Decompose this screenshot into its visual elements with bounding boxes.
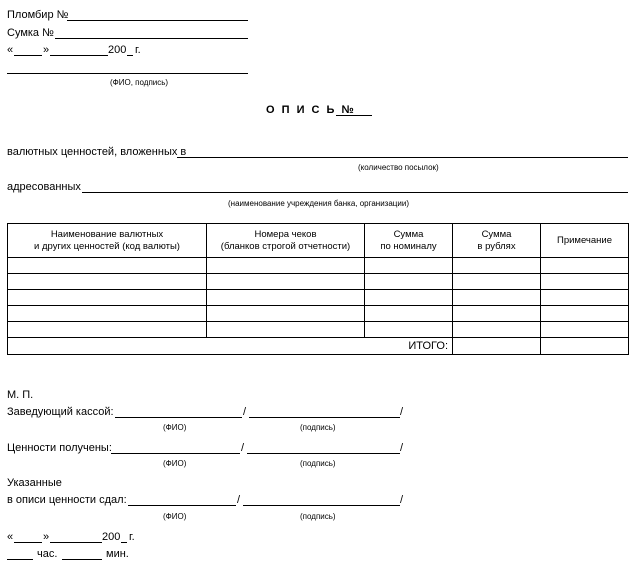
table-cell[interactable]	[207, 258, 365, 274]
footer-date-year: 200	[102, 531, 121, 543]
minutes-label: мин.	[106, 548, 129, 560]
cashier-signature-field[interactable]	[249, 417, 400, 418]
header-date-year-field[interactable]	[127, 55, 133, 56]
table-cell[interactable]	[8, 322, 207, 338]
total-label: ИТОГО:	[8, 338, 453, 355]
table-cell[interactable]	[453, 274, 541, 290]
cashier-fio-field[interactable]	[115, 417, 242, 418]
table-cell[interactable]	[453, 290, 541, 306]
table-cell[interactable]	[365, 322, 453, 338]
table-cell[interactable]	[8, 290, 207, 306]
table-row	[8, 274, 629, 290]
table-cell[interactable]	[207, 290, 365, 306]
header-date-suffix: г.	[135, 44, 141, 56]
column-header-valuables: Наименование валютных и других ценностей (код валюты)	[8, 224, 207, 258]
inventory-number-field[interactable]	[336, 115, 372, 116]
header-signature-field[interactable]	[7, 73, 248, 74]
values-count-field[interactable]	[177, 157, 628, 158]
header-signature-caption: (ФИО, подпись)	[110, 78, 169, 87]
addressed-field[interactable]	[82, 192, 628, 193]
values-label: валютных ценностей, вложенных в	[7, 146, 187, 158]
table-row	[8, 322, 629, 338]
received-slash: /	[241, 442, 245, 454]
handed-fio-field[interactable]	[128, 505, 236, 506]
column-header-note: Примечание	[541, 224, 629, 258]
cashier-slash: /	[243, 406, 247, 418]
handed-label-line1: Указанные	[7, 477, 62, 489]
received-slash-end: /	[400, 442, 404, 454]
values-caption: (количество посылок)	[358, 163, 439, 172]
handed-slash-end: /	[400, 494, 404, 506]
header-date-close-quote: »	[43, 44, 50, 56]
table-cell[interactable]	[207, 306, 365, 322]
table-cell[interactable]	[8, 274, 207, 290]
table-header-row	[8, 224, 629, 258]
table-cell[interactable]	[365, 274, 453, 290]
footer-date-close-quote: »	[43, 531, 50, 543]
table-row	[8, 290, 629, 306]
table-row	[8, 258, 629, 274]
seal-number-field[interactable]	[67, 20, 248, 21]
table-cell[interactable]	[541, 306, 629, 322]
inventory-table	[7, 223, 629, 355]
table-cell[interactable]	[207, 274, 365, 290]
footer-date-year-field[interactable]	[121, 542, 127, 543]
table-cell[interactable]	[453, 306, 541, 322]
column-header-check-numbers: Номера чеков (бланков строгой отчетности)	[207, 224, 365, 258]
received-fio-field[interactable]	[111, 453, 240, 454]
received-label: Ценности получены:	[7, 442, 112, 454]
footer-date-suffix: г.	[129, 531, 135, 543]
header-date-month-field[interactable]	[50, 55, 108, 56]
received-signature-field[interactable]	[247, 453, 400, 454]
footer-date-day-field[interactable]	[14, 542, 42, 543]
header-date-year: 200	[108, 44, 127, 56]
handed-fio-caption: (ФИО)	[163, 512, 187, 521]
table-row	[8, 306, 629, 322]
hours-field[interactable]	[7, 559, 33, 560]
table-cell[interactable]	[453, 258, 541, 274]
table-cell[interactable]	[453, 322, 541, 338]
total-rub-cell[interactable]	[453, 338, 541, 355]
bag-number-field[interactable]	[55, 38, 248, 39]
table-cell[interactable]	[8, 306, 207, 322]
table-cell[interactable]	[365, 306, 453, 322]
page-title: О П И С Ь №	[266, 104, 356, 116]
total-note-cell[interactable]	[541, 338, 629, 355]
table-cell[interactable]	[207, 322, 365, 338]
table-cell[interactable]	[541, 274, 629, 290]
table-cell[interactable]	[365, 290, 453, 306]
handed-label-line2: в описи ценности сдал:	[7, 494, 127, 506]
footer-date-open-quote: «	[7, 531, 14, 543]
hours-label: час.	[37, 548, 58, 560]
footer-date-month-field[interactable]	[50, 542, 102, 543]
cashier-slash-end: /	[400, 406, 404, 418]
seal-number-label: Пломбир №	[7, 9, 69, 21]
received-fio-caption: (ФИО)	[163, 459, 187, 468]
column-header-rub-sum: Сумма в рублях	[453, 224, 541, 258]
minutes-field[interactable]	[62, 559, 102, 560]
table-cell[interactable]	[365, 258, 453, 274]
header-date-open-quote: «	[7, 44, 14, 56]
table-cell[interactable]	[541, 290, 629, 306]
addressed-caption: (наименование учреждения банка, организации)	[228, 199, 409, 208]
table-cell[interactable]	[541, 322, 629, 338]
cashier-signature-caption: (подпись)	[300, 423, 336, 432]
handed-signature-caption: (подпись)	[300, 512, 336, 521]
bag-number-label: Сумка №	[7, 27, 54, 39]
handed-slash: /	[237, 494, 241, 506]
header-date-day-field[interactable]	[14, 55, 42, 56]
stamp-label: М. П.	[7, 389, 34, 401]
table-cell[interactable]	[541, 258, 629, 274]
cashier-label: Заведующий кассой:	[7, 406, 114, 418]
table-total-row	[8, 338, 629, 355]
handed-signature-field[interactable]	[243, 505, 400, 506]
table-cell[interactable]	[8, 258, 207, 274]
column-header-nominal-sum: Сумма по номиналу	[365, 224, 453, 258]
addressed-label: адресованных	[7, 181, 81, 193]
received-signature-caption: (подпись)	[300, 459, 336, 468]
cashier-fio-caption: (ФИО)	[163, 423, 187, 432]
